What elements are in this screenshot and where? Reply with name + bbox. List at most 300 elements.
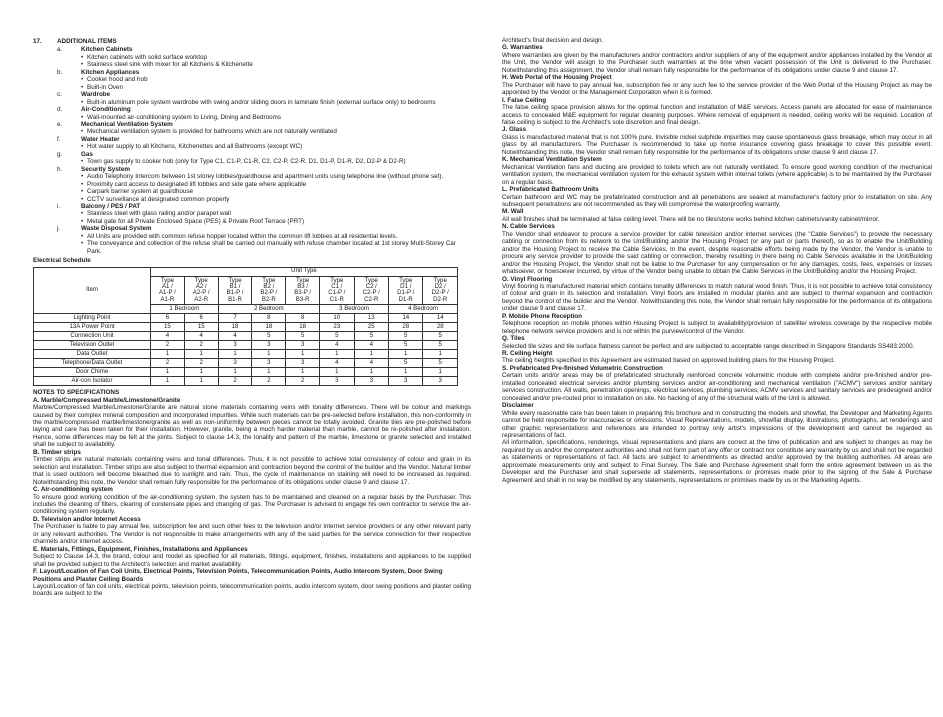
table-cell: 2 — [151, 341, 185, 350]
table-cell: 3 — [218, 341, 252, 350]
notes-title: NOTES TO SPECIFICATIONS — [33, 389, 120, 397]
item-letter: b. — [57, 68, 63, 76]
unit-type-line: C2 / — [365, 283, 377, 290]
table-cell: 4 — [151, 332, 185, 341]
item-4 — [33, 121, 471, 136]
note-text: All wall finishes shall be terminated at false ceiling level. There will be no tiles/stone works behind kitchen cabinets/vanity cabinet/mirror. — [502, 215, 880, 223]
unit-type-line: C1-P / — [328, 289, 346, 297]
table-cell: 1 — [218, 350, 252, 359]
note-block — [502, 350, 932, 365]
bullet-item — [81, 188, 471, 195]
table-cell: 2 — [286, 377, 320, 386]
bullet-dot-icon: • — [81, 143, 84, 151]
bullet-item — [81, 84, 471, 91]
item-letter: j. — [57, 225, 61, 233]
note-text: The false ceiling space provision allows for the optimal function and installation of M&E services. Access panels are allocated for ease of maintenance access to concealed M&E equipment for regular cleaning purposes. Where removal of equipment is needed, ceiling works will be required. Location of false ceiling is subject to the Architect's sole discretion and final design. — [502, 104, 932, 126]
table-cell: 1 — [184, 368, 218, 377]
note-heading: D. Television and/or Internet Access — [33, 515, 141, 523]
bullet-text: Stainless steel with glass railing and/or parapet wall — [87, 210, 231, 218]
item-body — [81, 151, 471, 166]
bullet-text: Metal gate for all Private Enclosed Space (PES) & Private Roof Terrace (PRT) — [87, 217, 305, 225]
item-title: Balcony / PES / PAT — [81, 202, 141, 210]
row-label: Lighting Point — [34, 314, 151, 323]
unit-type-cell — [151, 276, 185, 305]
note-text: The ceiling heights specified in this Agreement are estimated based on approved building plans for the Housing Project. — [502, 357, 835, 365]
unit-type-line: C1-R — [329, 295, 344, 303]
table-cell: 6 — [151, 314, 185, 323]
item-title: Wardrobe — [81, 91, 111, 99]
electrical-schedule-table — [33, 267, 458, 387]
item-title: Gas — [81, 150, 93, 158]
note-text: Vinyl flooring is manufactured material which contains tonality differences to match natural wood finish. Thus, it is not possible to achieve total consistency of colour and grain in its selection and installation. Vinyl floors are installed in modular planks and are subject to thermal expansion and contraction beyond the control of the builder and the Vendor. Notwithstanding this note, the Vendor shall remain fully responsible for the performance of its obligations under clause 9 and clause 17. — [502, 282, 932, 313]
note-text: Layout/Location of fan coil units, electrical points, television points, telecommunication points, audio intercom system, door swing positions and plaster ceiling boards are subject to the — [33, 583, 471, 598]
bullet-text: Built-in Oven — [87, 83, 124, 91]
unit-type-header: Unit Type — [151, 267, 458, 276]
bullet-item — [81, 54, 471, 61]
table-cell: 5 — [389, 359, 423, 368]
unit-type-line: D1-P / — [397, 289, 415, 297]
item-body — [81, 136, 471, 151]
item-body — [81, 106, 471, 121]
note-block — [502, 74, 932, 96]
bullet-dot-icon: • — [81, 180, 84, 188]
note-text: Selected tile sizes and tile surface flatness cannot be perfect and are subjected to acceptable range described in Singapore Standards SS483:2000. — [502, 342, 915, 350]
table-cell: 13 — [354, 314, 388, 323]
item-title: Security System — [81, 165, 131, 173]
table-cell: 3 — [286, 341, 320, 350]
bullet-dot-icon: • — [81, 113, 84, 121]
bullet-text: All Units are provided with common refuse hopper located within the common lift lobbies at all residential levels. — [87, 232, 398, 240]
unit-type-line: A1-P / — [158, 289, 176, 297]
electrical-schedule-title: Electrical Schedule — [33, 257, 91, 265]
table-cell: 2 — [252, 377, 286, 386]
note-block — [33, 546, 471, 568]
bullet-dot-icon: • — [81, 128, 84, 136]
additional-items-list — [33, 46, 471, 255]
row-label: Connection Unit — [34, 332, 151, 341]
note-heading: C. Air-conditioning system — [33, 486, 113, 494]
note-heading: L. Prefabricated Bathroom Units — [502, 186, 599, 194]
table-cell: 23 — [320, 323, 354, 332]
table-cell: 14 — [423, 314, 458, 323]
item-9 — [33, 225, 471, 255]
unit-type-line: B3-P / — [294, 289, 312, 297]
unit-type-line: B3 / — [297, 283, 309, 290]
note-text: Mechanical Ventilation fans and ducting are provided to toilets which are not naturally ventilated. To ensure good working condition of the mechanical ventilation system, the mechanical ventilation system for the exhaust system within internal toilets (where applicable) is to be maintained by the Purchaser on a regular basis. — [502, 163, 932, 186]
unit-type-line: D2-R — [433, 295, 448, 303]
bullet-item — [81, 218, 471, 225]
unit-type-cell — [320, 276, 354, 305]
bullet-item — [81, 61, 471, 68]
note-heading: E. Materials, Fittings, Equipment, Finishes, Installations and Appliances — [33, 545, 248, 553]
note-text: The Purchaser is liable to pay annual fee, subscription fee and such other fees to the television and/or internet service providers or any other relevant party or any relevant authorities. The Vendor is not responsible to make arrangements with any of the said parties for the service connection for their respective channels and/or internet access. — [33, 523, 471, 546]
unit-type-line: A2-P / — [192, 289, 210, 297]
item-5 — [33, 136, 471, 151]
unit-type-cell — [423, 276, 458, 305]
table-cell: 3 — [252, 359, 286, 368]
item-letter: i. — [57, 202, 61, 210]
table-cell: 1 — [320, 368, 354, 377]
unit-type-line: C2-P / — [362, 289, 380, 297]
note-heading: G. Warranties — [502, 44, 543, 52]
note-heading: P. Mobile Phone Reception — [502, 312, 583, 320]
table-header-row — [34, 267, 458, 276]
table-cell: 1 — [389, 368, 423, 377]
table-cell: 5 — [320, 332, 354, 341]
bullet-dot-icon: • — [81, 98, 84, 106]
table-cell: 5 — [423, 332, 458, 341]
table-cell: 28 — [423, 323, 458, 332]
note-heading: A. Marble/Compressed Marble/Limestone/Granite — [33, 396, 181, 404]
table-cell: 4 — [218, 332, 252, 341]
bullet-text: Kitchen cabinets with solid surface worktop — [87, 53, 208, 61]
note-text: Telephone reception on mobile phones within Housing Project is subject to availability/provision of satellite/ wireless coverage by the respective mobile telephone network service providers and is not within the purview/control of the Vendor. — [502, 320, 932, 335]
unit-type-line: Type — [364, 276, 378, 284]
note-text: Certain bathroom and WC may be prefabricated construction and all penetrations are sealed at manufacturer's factory prior to installation on site. Any subsequent penetrations are not recommended as they will compromise the waterproofing warranty. — [502, 193, 932, 208]
row-label: Data Outlet — [34, 350, 151, 359]
section-number: 17. — [33, 38, 42, 45]
table-cell: 1 — [286, 368, 320, 377]
table-cell: 1 — [151, 368, 185, 377]
item-6 — [33, 151, 471, 166]
unit-type-line: C2-R — [364, 295, 379, 303]
item-2 — [33, 91, 471, 106]
table-cell: 18 — [252, 323, 286, 332]
note-block — [33, 449, 471, 486]
note-block — [502, 156, 932, 186]
item-letter: g. — [57, 150, 63, 158]
table-cell: 3 — [354, 377, 388, 386]
note-block — [502, 276, 932, 313]
table-cell: 25 — [354, 323, 388, 332]
table-cell: 5 — [389, 341, 423, 350]
table-cell: 4 — [320, 359, 354, 368]
table-cell: 5 — [423, 359, 458, 368]
unit-type-line: D1 / — [400, 283, 412, 290]
unit-type-line: D1-R — [398, 295, 413, 303]
unit-type-line: B2-R — [261, 295, 276, 303]
bullet-text: Audio Telephony Intercom between 1st storey lobbies/guardhouse and apartment units using telephone line (without phone set). — [87, 173, 444, 181]
note-block — [502, 313, 932, 335]
bullet-item — [81, 173, 471, 180]
table-cell: 1 — [286, 350, 320, 359]
table-cell: 2 — [184, 359, 218, 368]
note-block — [502, 402, 932, 439]
bullet-item — [81, 233, 471, 240]
table-cell: 15 — [151, 323, 185, 332]
unit-type-line: Type — [160, 276, 175, 284]
note-text: The Vendor shall endeavor to procure a service provider for cable television and/or internet services (the "Cable Services") to provide the necessary cabling or connection from its network to the Unit/Building and/or the Housing Project (or any part or parts thereof), so as to enable the Unit/Building and/or the Housing Project to receive the Cable Services. In the event, despite reasonable efforts being made by the Vendor, the Vendor is unable to procure any service provider to provide the said cabling or connection, thereby resulting in there being no Cable Services available in the Unit/Building and/or the Housing Project, the Vendor shall not be liable to the Purchaser for any compensation or for any damages, costs, fees, expenses or losses whatsoever, or howsoever incurred, by virtue of the Vendor being unable to obtain the Cable Services in the Unit/Building and/or the Housing Project. — [502, 230, 932, 276]
table-cell: 1 — [354, 350, 388, 359]
item-body — [81, 121, 471, 136]
bedroom-group-cell: 1 Bedroom — [151, 305, 219, 314]
bullet-text: The conveyance and collection of the refuse shall be carried out manually with refuse chamber located at 1st storey Multi-Storey Car Park. — [87, 240, 456, 255]
unit-type-line: Type — [330, 276, 344, 284]
table-cell: 1 — [184, 377, 218, 386]
row-label: Door Chime — [34, 368, 151, 377]
item-body — [81, 69, 471, 91]
table-cell: 18 — [218, 323, 252, 332]
note-text: Where warranties are given by the manufacturers and/or contractors and/or suppliers of any of the equipment and/or appliances installed by the Vendor at the Unit, the Vendor will assign to the Purchaser such warranties at the time when vacant possession of the Unit is delivered to the Purchaser. Notwithstanding this assignment, the Vendor shall remain fully responsible for the performance of its obligations under clause 9 and clause 17. — [502, 51, 932, 74]
bullet-text: Town gas supply to cooker hob (only for Type C1, C1-P, C1-R, C2, C2-P, C2-R, D1, D1-P, D1-R, D2, D2-P & D2-R) — [87, 158, 406, 166]
row-label: 13A Power Point — [34, 323, 151, 332]
unit-type-line: Type — [194, 276, 208, 284]
row-label: Telephone/Data Outlet — [34, 359, 151, 368]
unit-type-line: B2 / — [263, 283, 275, 290]
item-title: Kitchen Appliances — [81, 68, 140, 76]
note-block — [33, 568, 471, 598]
item-letter: h. — [57, 165, 63, 173]
section-title: ADDITIONAL ITEMS — [57, 38, 117, 45]
note-block — [502, 223, 932, 275]
item-title: Water Heater — [81, 135, 120, 143]
table-cell: 28 — [389, 323, 423, 332]
table-cell: 6 — [184, 314, 218, 323]
table-row — [34, 323, 458, 332]
table-cell: 1 — [151, 377, 185, 386]
note-text: Timber strips are natural materials containing veins and tonal differences. Thus, it is not possible to achieve total consistency of colour and grain in its selection and installation. Timber strips are also subject to thermal expansion and contraction beyond the control of the builder and the Vendor. Natural timber that is used outdoors will become bleached due to sunlight and rain. Thus, the cycle of maintenance on staining will need to be increased as required. Notwithstanding this note, the Vendor shall remain fully responsible for the performance of its obligations under clause 9 and clause 17. — [33, 456, 471, 486]
bullet-dot-icon: • — [81, 61, 84, 69]
note-block — [502, 365, 932, 402]
bullet-item — [81, 240, 471, 255]
unit-type-line: B2-P / — [260, 289, 278, 297]
bullet-text: CCTV surveillance at designated common property — [87, 195, 230, 203]
item-title: Mechanical Ventilation System — [81, 120, 173, 128]
table-row — [34, 341, 458, 350]
unit-type-line: A2-R — [194, 295, 209, 303]
table-cell: 1 — [423, 368, 458, 377]
note-block — [502, 44, 932, 74]
bullet-text: Hot water supply to all Kitchens, Kitchenettes and all Bathrooms (except WC) — [87, 143, 303, 151]
unit-type-line: Type — [433, 276, 447, 284]
note-text: All information, specifications, renderings, visual representations and plans are correct at the time of publication and are subject to changes as may be required by us and/or the competent authorities and shall not form part of any offer or contract nor constitute any warranty by us and shall not be regarded as statements or representations of fact. All facts are subject to amendments as directed and/or approved by the building authorities. All areas are approximate measurements only and subject to Final Survey. The Sale and Purchase Agreement shall form the entire agreement between us as the Developer and the Purchaser and shall supersede all statements, representations or promises made prior to the signing of the Sale & Purchase Agreement and shall in no way be modified by any statements, representations or promises made by us or the Marketing Agents. — [502, 439, 932, 484]
bedroom-group-cell: 4 Bedroom — [389, 305, 458, 314]
item-letter: a. — [57, 46, 63, 54]
note-block — [33, 516, 471, 546]
note-heading: O. Vinyl Flooring — [502, 275, 553, 283]
note-heading: B. Timber strips — [33, 448, 81, 456]
table-cell: 1 — [423, 350, 458, 359]
bullet-item — [81, 210, 471, 217]
bullet-dot-icon: • — [81, 76, 84, 84]
table-cell: 14 — [389, 314, 423, 323]
table-cell: 4 — [320, 341, 354, 350]
bullet-text: Cooker hood and hob — [87, 76, 148, 84]
item-body — [81, 46, 471, 68]
item-body — [81, 225, 471, 255]
table-row — [34, 314, 458, 323]
note-block — [502, 439, 932, 484]
table-row — [34, 359, 458, 368]
note-text: The Purchaser will have to pay annual fee, subscription fee or any such fee to the service provider of the Web Portal of the Housing Project as may be appointed by the Vendor or the Management Corporation when it is formed. — [502, 81, 932, 97]
table-cell: 4 — [354, 341, 388, 350]
table-cell: 1 — [252, 350, 286, 359]
note-block — [502, 335, 932, 350]
bullet-item — [81, 128, 471, 135]
unit-type-cell — [252, 276, 286, 305]
item-header: Item — [34, 267, 151, 314]
item-body — [81, 91, 471, 106]
table-cell: 5 — [423, 341, 458, 350]
unit-type-cell — [389, 276, 423, 305]
note-block — [502, 97, 932, 127]
unit-type-line: Type — [262, 276, 276, 284]
item-1 — [33, 69, 471, 91]
table-row — [34, 377, 458, 386]
note-block — [502, 186, 932, 208]
bullet-dot-icon: • — [81, 210, 84, 218]
item-8 — [33, 203, 471, 225]
item-title: Waste Disposal System — [81, 225, 152, 233]
table-cell: 1 — [389, 350, 423, 359]
note-heading: J. Glass — [502, 126, 527, 134]
table-row — [34, 332, 458, 341]
item-body — [81, 203, 471, 225]
table-row — [34, 368, 458, 377]
left-column — [33, 38, 471, 598]
bedroom-group-cell: 2 Bedroom — [218, 305, 319, 314]
bullet-text: Carpark barrier system at guardhouse — [87, 188, 194, 196]
table-cell: 8 — [286, 314, 320, 323]
bullet-item — [81, 158, 471, 165]
note-heading: M. Wall — [502, 208, 524, 216]
unit-type-line: C1 / — [331, 283, 343, 290]
table-cell: 1 — [320, 350, 354, 359]
unit-type-line: D2 / — [434, 283, 446, 290]
bullet-text: Stainless steel sink with mixer for all Kitchens & Kitchenette — [87, 61, 253, 69]
bullet-text: Mechanical ventilation system is provided for bathrooms which are not naturally ventilated — [87, 128, 337, 136]
table-cell: 4 — [184, 332, 218, 341]
table-cell: 3 — [423, 377, 458, 386]
bullet-dot-icon: • — [81, 173, 84, 181]
bullet-dot-icon: • — [81, 195, 84, 203]
note-block — [502, 208, 932, 223]
note-block — [33, 486, 471, 516]
note-heading: Disclaimer — [502, 402, 534, 410]
bullet-item — [81, 196, 471, 203]
bullet-dot-icon: • — [81, 188, 84, 196]
table-cell: 5 — [354, 332, 388, 341]
table-cell: 4 — [354, 359, 388, 368]
bullet-dot-icon: • — [81, 53, 84, 61]
note-heading: I. False Ceiling — [502, 96, 547, 104]
unit-type-line: B1-R — [228, 295, 242, 303]
bullet-item — [81, 76, 471, 83]
table-cell: 7 — [218, 314, 252, 323]
notes-left-list — [33, 397, 471, 598]
notes-right-list — [502, 44, 932, 484]
notes-continuation: Architect's final decision and design. — [502, 37, 604, 44]
note-text: Certain units and/or areas may be of prefabricated structurally reinforced concrete volumetric module with complete and/or pre-finished and/or pre-installed concealed electrical services and/or plumbing services and/or air-conditioning and mechanical ventilation ("ACMV") services and/or sanitary services construction. All walls, penetration openings, electrical services, plumbing services, ACMV services and sanitary services are predesigned and/or concealed and/or pre-routed prior to installation on site. No hacking of any of the structural walls of the Unit is allowed. — [502, 372, 932, 402]
table-cell: 3 — [218, 359, 252, 368]
bullet-text: Wall-mounted air-conditioning system to Living, Dining and Bedrooms — [87, 113, 282, 121]
table-cell: 1 — [218, 368, 252, 377]
unit-type-line: A2 / — [195, 283, 207, 290]
unit-type-line: Type — [228, 276, 242, 284]
bedroom-group-cell: 3 Bedroom — [320, 305, 389, 314]
item-letter: e. — [57, 120, 63, 128]
bullet-item — [81, 99, 471, 106]
unit-type-cell — [286, 276, 320, 305]
unit-type-line: A1 / — [161, 283, 173, 290]
bullet-dot-icon: • — [81, 158, 84, 166]
bullet-text: Built-in aluminum pole system wardrobe with swing and/or sliding doors in laminate finish (external surface only) to bedrooms — [87, 98, 436, 106]
table-cell: 1 — [252, 368, 286, 377]
bullet-dot-icon: • — [81, 217, 84, 225]
unit-type-cell — [218, 276, 252, 305]
item-title: Kitchen Cabinets — [81, 46, 133, 54]
item-0 — [33, 46, 471, 68]
table-cell: 10 — [320, 314, 354, 323]
table-cell: 1 — [354, 368, 388, 377]
unit-type-line: B3-R — [295, 295, 310, 303]
table-row — [34, 350, 458, 359]
unit-type-cell — [184, 276, 218, 305]
item-letter: c. — [57, 91, 62, 99]
unit-type-line: B1 / — [229, 283, 241, 290]
table-cell: 1 — [151, 350, 185, 359]
unit-type-line: A1-R — [160, 295, 175, 303]
right-column — [502, 37, 932, 484]
item-title: Air-Conditioning — [81, 106, 131, 114]
item-3 — [33, 106, 471, 121]
bullet-dot-icon: • — [81, 240, 84, 248]
table-cell: 5 — [286, 332, 320, 341]
table-cell: 2 — [151, 359, 185, 368]
note-heading: F. Layout/Location of Fan Coil Units, Electrical Points, Television Points, Telecommunication Points, Audio Intercom System, Door Swing Positions and Plaster Ceiling Boards — [33, 568, 443, 583]
unit-type-line: Type — [399, 276, 413, 284]
section-heading — [33, 38, 471, 45]
unit-type-line: D2-P / — [431, 289, 449, 297]
table-cell: 2 — [218, 377, 252, 386]
bullet-item — [81, 181, 471, 188]
note-heading: H. Web Portal of the Housing Project — [502, 74, 612, 82]
table-cell: 3 — [389, 377, 423, 386]
table-cell: 3 — [252, 341, 286, 350]
row-label: Television Outlet — [34, 341, 151, 350]
bullet-dot-icon: • — [81, 83, 84, 91]
row-label: Air-con Isolator — [34, 377, 151, 386]
item-body — [81, 166, 471, 203]
note-text: To ensure good working condition of the air-conditioning system, the system has to be maintained and cleaned on a regular basis by the Purchaser. This includes the cleaning of filters, clearing of condensate pipes and changing of gas. The Purchaser is advised to engage his own contractor to service the air-conditioning system regularly. — [33, 493, 471, 516]
bullet-text: Proximity card access to designated lift lobbies and side gate where applicable — [87, 180, 307, 188]
table-cell: 3 — [320, 377, 354, 386]
note-heading: N. Cable Services — [502, 223, 555, 231]
unit-type-cell — [354, 276, 388, 305]
item-letter: f. — [57, 135, 61, 143]
note-heading: K. Mechanical Ventilation System — [502, 156, 602, 164]
note-heading: R. Ceiling Height — [502, 350, 553, 358]
note-text: While every reasonable care has been taken in preparing this brochure and in constructing the models and showflat, the Developer and Marketing Agents cannot be held responsible for inaccuracies or omissions. Visual Representations, models, showflat display, illustrations, photographs, art renderings and other graphic representations and references are intended to portray only artist's impressions of the development and cannot be regarded as representations of fact. — [502, 409, 932, 440]
table-cell: 1 — [184, 350, 218, 359]
note-heading: Q. Tiles — [502, 335, 525, 343]
bullet-item — [81, 114, 471, 121]
table-cell: 2 — [184, 341, 218, 350]
table-cell: 15 — [184, 323, 218, 332]
note-block — [502, 126, 932, 156]
table-cell: 5 — [252, 332, 286, 341]
note-text: Glass is manufactured material that is not 100% pure. Invisible nickel sulphide impurities may cause spontaneous glass breakage, which may occur in all glass by all manufacturers. The Purchaser is recommended to take up home insurance covering glass breakage to cover this possible event. Notwithstanding this note, the Vendor shall remain fully responsible for the performance of its obligations under clause 9 and clause 17. — [502, 133, 932, 156]
table-cell: 3 — [286, 359, 320, 368]
note-text: Marble/Compressed Marble/Limestone/Granite are natural stone materials containing veins with tonality differences. There will be colour and markings caused by their complex mineral composition and incorporated impurities. While such materials can be pre-selected before installation, this non-conformity in the marble/compressed marble/limestone/granite as well as non-uniformity between pieces cannot be totally avoided. Granite tiles are pre-polished before laying and care has been taken for their installation. However, granite, being a much harder material than marble, cannot be re-polished after installation. Hence, some differences may be felt at the joints. Subject to clause 14.3, the tonality and pattern of the marble, limestone or granite selected and installed shall be subject to availability. — [33, 404, 471, 449]
bullet-dot-icon: • — [81, 232, 84, 240]
unit-type-line: Type — [296, 276, 310, 284]
bullet-item — [81, 143, 471, 150]
table-cell: 18 — [286, 323, 320, 332]
item-7 — [33, 166, 471, 203]
table-cell: 8 — [252, 314, 286, 323]
note-heading: S. Prefabricated Pre-finished Volumetric Construction — [502, 364, 663, 372]
